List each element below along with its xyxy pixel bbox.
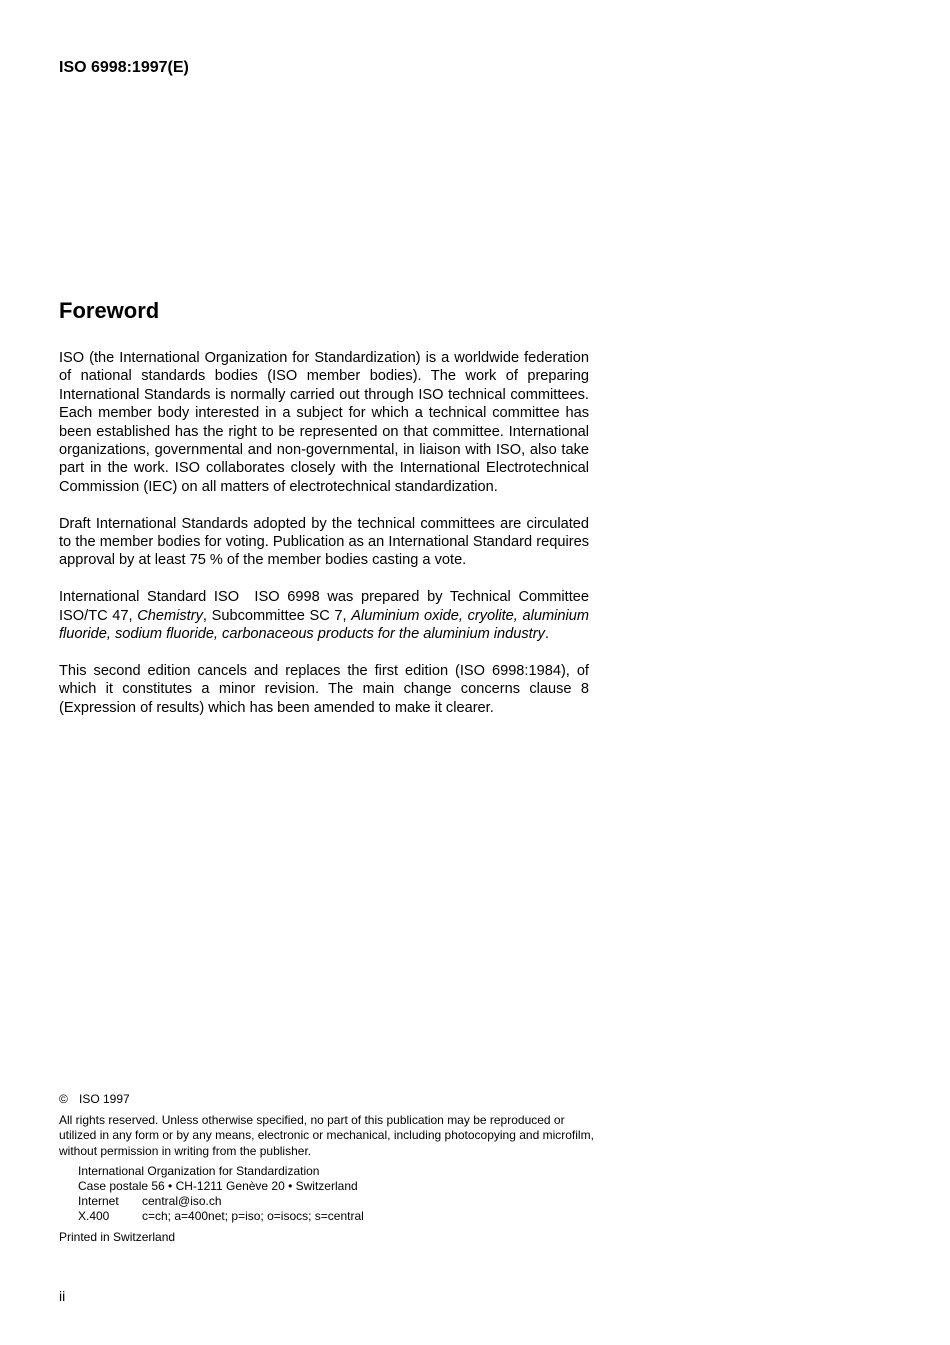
rights-notice: All rights reserved. Unless otherwise specified, no part of this publication may be reproduced or utilized in any form or by any means, electronic or mechanical, including photocopying and microfilm, without permission in writing from the publisher. [59, 1113, 594, 1158]
preparation-text-e: . [544, 626, 549, 643]
section-title: Foreword [59, 298, 160, 323]
paragraph-edition: This second edition cancels and replaces the first edition (ISO 6998:1984), of which it constitutes a minor revision. The main change concerns clause 8 (Expression of results) which has been amended to make it clearer. [59, 662, 589, 716]
document-id-header: ISO 6998:1997(E) [59, 59, 189, 76]
internet-row [78, 1194, 599, 1209]
org-name: International Organization for Standardization [78, 1163, 320, 1178]
x400-address: c=ch; a=400net; p=iso; o=isocs; s=central [142, 1209, 364, 1224]
postal-address: Case postale 56 • CH-1211 Genève 20 • Switzerland [78, 1179, 358, 1194]
preparation-text-c: , Subcommittee SC 7, [202, 607, 352, 624]
x400-label: X.400 [78, 1209, 110, 1224]
printed-in: Printed in Switzerland [59, 1229, 176, 1244]
foreword-body [59, 349, 589, 735]
paragraph-preparation [59, 588, 589, 643]
subcommittee-name: Aluminium oxide, cryolite, aluminium fluoride, sodium fluoride, carbonaceous products for the aluminium industry [59, 607, 589, 643]
copyright-block [59, 1092, 599, 1245]
page-number: ii [59, 1288, 66, 1304]
copyright-line [59, 1092, 599, 1107]
copyright-year: ISO 1997 [79, 1092, 130, 1106]
copyright-symbol: © [59, 1092, 68, 1106]
internet-address: central@iso.ch [142, 1194, 222, 1209]
publisher-address [78, 1164, 599, 1225]
preparation-text-a: International Standard ISO ISO 6998 was prepared by Technical Committee ISO/TC 47, [59, 589, 589, 624]
paragraph-draft-standards: Draft International Standards adopted by the technical committees are circulated to the member bodies for voting. Publication as an International Standard requires approval by at least 75 % of the member bodies casting a vote. [59, 515, 589, 569]
paragraph-iso-intro: ISO (the International Organization for Standardization) is a worldwide federation of national standards bodies (ISO member bodies). The work of preparing International Standards is normally carried out through ISO technical committees. Each member body interested in a subject for which a technical committee has been established has the right to be represented on that committee. International organizations, governmental and non-governmental, in liaison with ISO, also take part in the work. ISO collaborates closely with the International Electrotechnical Commission (IEC) on all matters of electrotechnical standardization. [59, 350, 589, 495]
x400-row [78, 1209, 599, 1224]
internet-label: Internet [78, 1194, 119, 1209]
committee-name: Chemistry [137, 607, 203, 624]
